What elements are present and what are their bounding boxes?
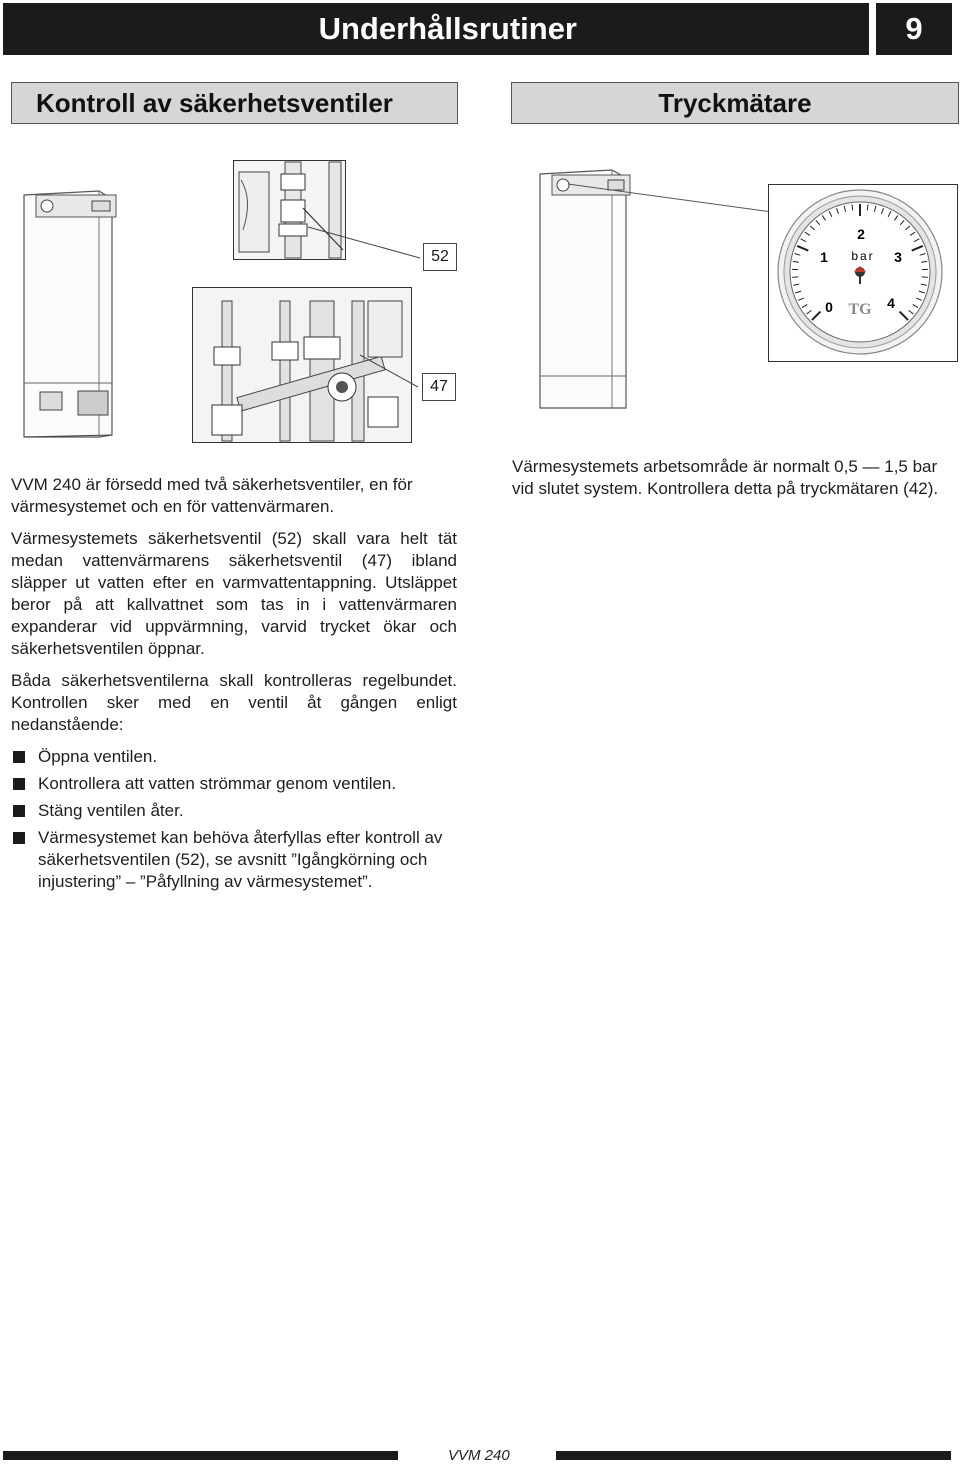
- callout-47: 47: [422, 373, 456, 401]
- page-number: 9: [876, 3, 952, 55]
- list-item: Värmesystemet kan behöva återfyllas efter kontroll av säkerhetsventilen (52), se avsnitt ”Igångkörning och injustering” – ”Påfyllning av värmesystemet”.: [11, 827, 457, 893]
- gauge-label-0: 0: [825, 299, 833, 315]
- list-item: Stäng ventilen åter.: [11, 800, 457, 822]
- gauge-label-2: 2: [857, 226, 865, 242]
- section-heading-pressure-gauge: Tryckmätare: [511, 82, 959, 124]
- gauge-label-1: 1: [820, 249, 828, 265]
- valve-explanation-paragraph: Värmesystemets säkerhetsventil (52) skall vara helt tät medan vattenvärmarens säkerhetsventil (47) ibland släpper ut vatten efter en varmvattentappning. Utsläppet beror på att kallvattnet som tas in i vattenvärmaren expanderar vid uppvärmning, varvid trycket ökar och säkerhetsventilen öppnar.: [11, 528, 457, 660]
- intro-paragraph: VVM 240 är försedd med två säkerhetsventiler, en för värmesystemet och en för vattenvärmaren.: [11, 474, 457, 518]
- list-item: Kontrollera att vatten strömmar genom ventilen.: [11, 773, 457, 795]
- gauge-leader-line: [560, 178, 780, 218]
- footer-bar-left: [3, 1451, 398, 1460]
- gauge-logo: TG: [848, 301, 872, 318]
- check-steps-list: [11, 746, 457, 893]
- unit-cabinet-illustration-left: [14, 185, 124, 440]
- bullet-square-icon: [13, 805, 25, 817]
- callout-52: 52: [423, 243, 457, 271]
- right-body-text: [512, 456, 958, 510]
- callout-leader-lines: [290, 215, 430, 405]
- chapter-title: Underhållsrutiner: [3, 3, 869, 55]
- check-instructions-paragraph: Båda säkerhetsventilerna skall kontrolleras regelbundet. Kontrollen sker med en ventil åt gången enligt nedanstående:: [11, 670, 457, 736]
- left-body-text: [11, 474, 457, 898]
- section-heading-safety-valves: Kontroll av säkerhetsventiler: [11, 82, 458, 124]
- bullet-square-icon: [13, 751, 25, 763]
- bullet-square-icon: [13, 832, 25, 844]
- gauge-tick: [852, 204, 853, 210]
- gauge-tick: [867, 204, 868, 210]
- gauge-unit: bar: [851, 249, 874, 263]
- gauge-label-3: 3: [894, 249, 902, 265]
- operating-range-paragraph: Värmesystemets arbetsområde är normalt 0,5 — 1,5 bar vid slutet system. Kontrollera detta på tryckmätaren (42).: [512, 456, 958, 500]
- footer-bar-right: [556, 1451, 951, 1460]
- list-item: Öppna ventilen.: [11, 746, 457, 768]
- pressure-gauge-image: [768, 184, 958, 362]
- gauge-label-4: 4: [887, 295, 895, 311]
- footer-model: VVM 240: [448, 1447, 510, 1464]
- bullet-square-icon: [13, 778, 25, 790]
